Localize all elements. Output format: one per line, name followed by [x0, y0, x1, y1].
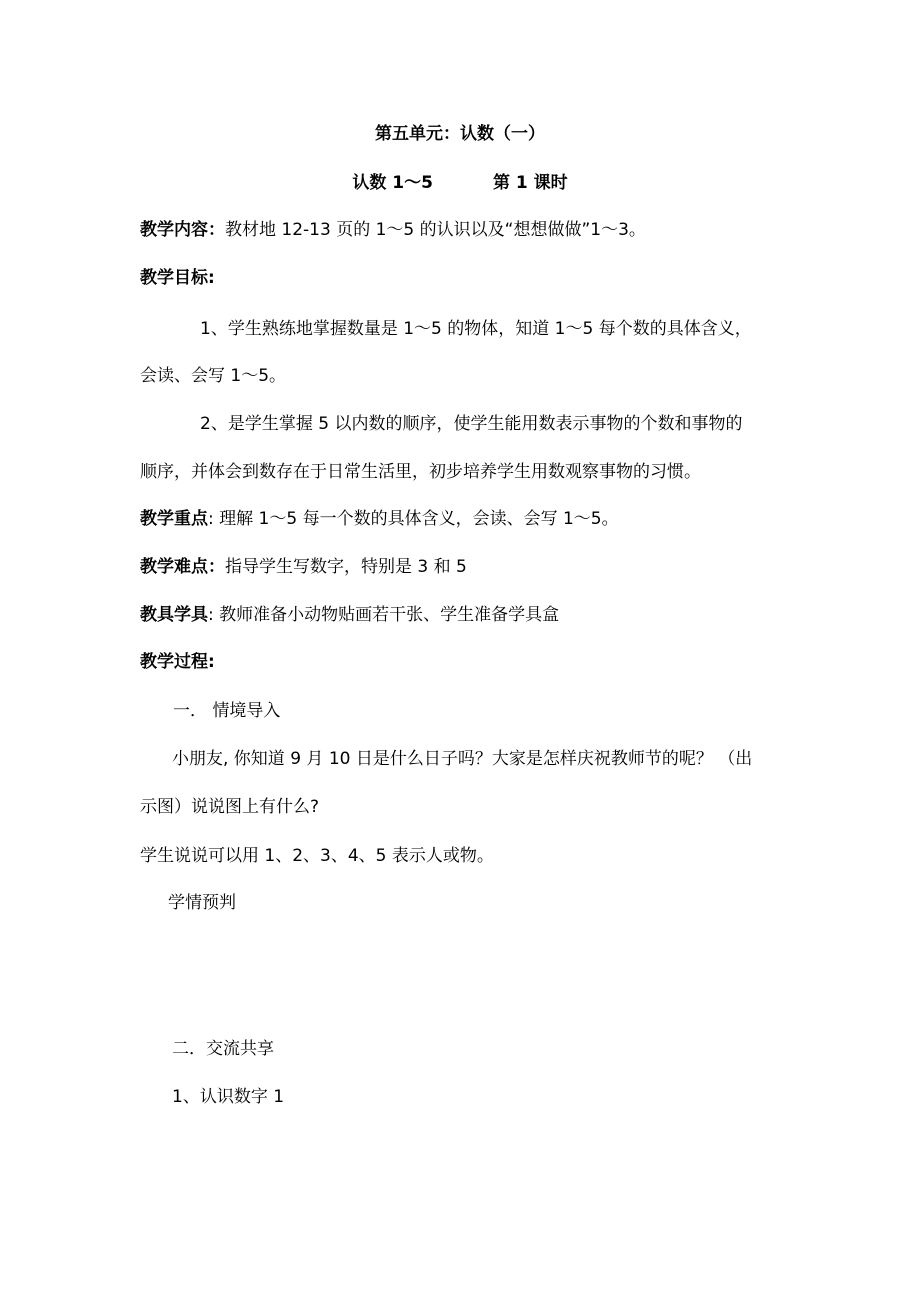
teaching-tools	[140, 603, 559, 627]
intro-paragraph-line-1: 小朋友, 你知道 9 月 10 日是什么日子吗？大家是怎样庆祝教师节的呢？ （出	[172, 749, 753, 769]
teaching-content-text: 教材地 12-13 页的 1～5 的认识以及“想想做做”1～3。	[225, 220, 646, 240]
intro-paragraph-line-2: 示图）说说图上有什么?	[140, 797, 320, 817]
prediction-heading: 学情预判	[168, 893, 236, 913]
key-point-text: : 理解 1～5 每一个数的具体含义，会读、会写 1～5。	[208, 509, 619, 529]
objective-1-line-1: 1、学生熟练地掌握数量是 1～5 的物体，知道 1～5 每个数的具体含义，	[200, 319, 752, 339]
difficulty-text: 指导学生写数字，特别是 3 和 5	[225, 557, 467, 577]
difficulty-label: 教学难点：	[140, 557, 225, 577]
teaching-content	[140, 218, 646, 242]
teaching-tools-label: 教具学具	[140, 605, 208, 625]
difficulty	[140, 555, 467, 579]
objective-1-line-2: 会读、会写 1～5。	[140, 366, 287, 386]
objective-2-line-2: 顺序，并体会到数存在于日常生活里，初步培养学生用数观察事物的习惯。	[140, 462, 701, 482]
teaching-tools-text: : 教师准备小动物贴画若干张、学生准备学具盒	[208, 605, 560, 625]
section-2-heading: 二．交流共享	[172, 1039, 274, 1059]
objectives-label: 教学目标:	[140, 268, 215, 288]
process-label: 教学过程:	[140, 652, 215, 672]
key-point-label: 教学重点	[140, 509, 208, 529]
lesson-title: 认数 1～5	[352, 173, 433, 193]
lesson-period: 第 1 课时	[492, 173, 568, 193]
teaching-content-label: 教学内容：	[140, 220, 225, 240]
objective-2-line-1: 2、是学生掌握 5 以内数的顺序，使学生能用数表示事物的个数和事物的	[200, 414, 743, 434]
lesson-heading	[0, 171, 920, 195]
student-activity: 学生说说可以用 1、2、3、4、5 表示人或物。	[140, 846, 494, 866]
key-point	[140, 507, 619, 531]
section-1-heading: 一． 情境导入	[173, 701, 281, 721]
unit-title: 第五单元：认数（一）	[375, 124, 545, 144]
section-2-item-1: 1、认识数字 1	[172, 1087, 285, 1107]
